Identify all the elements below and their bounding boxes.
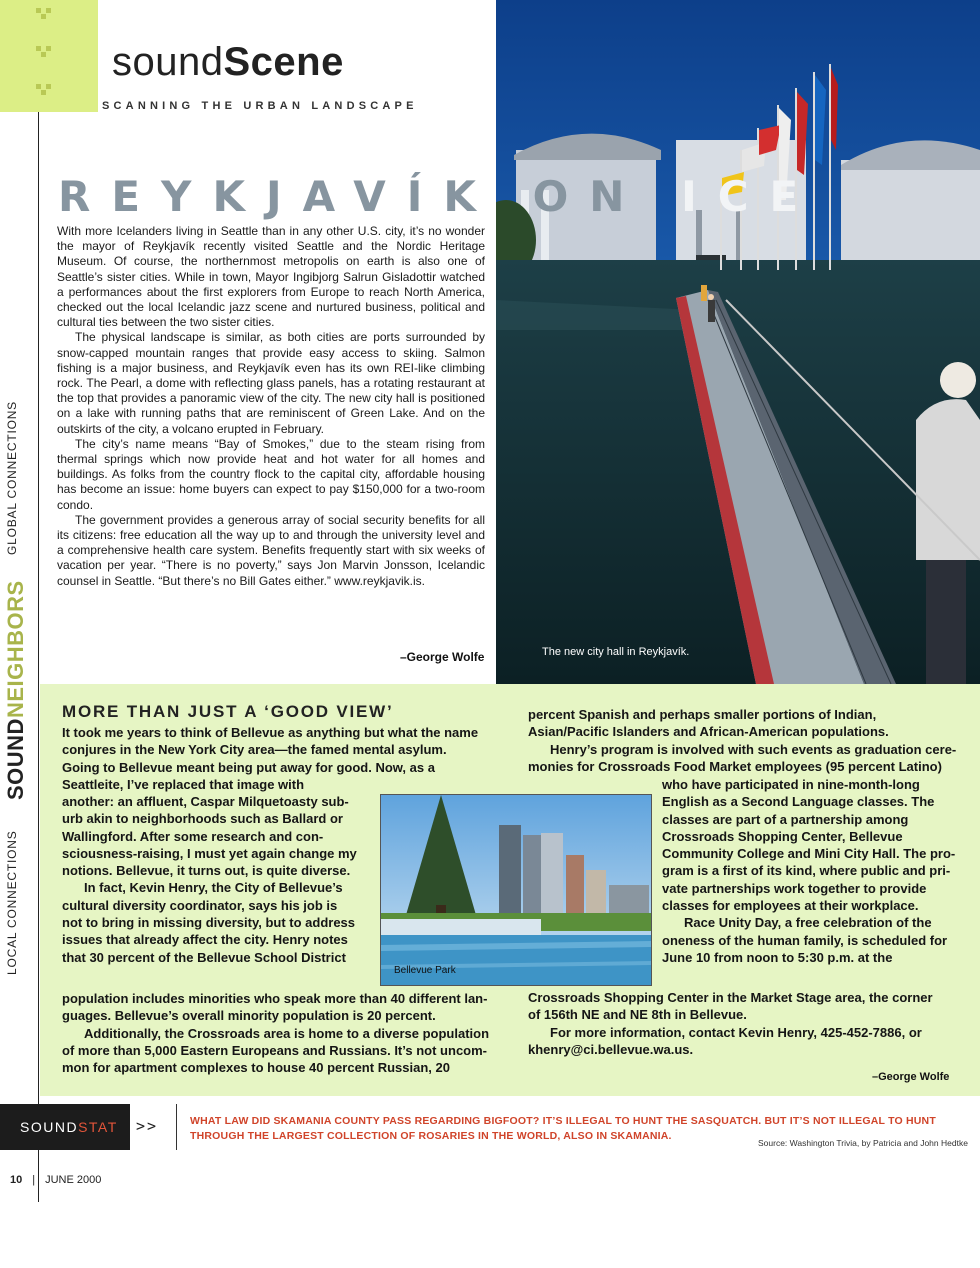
feature-col2-top [528,706,968,775]
article-paragraph: With more Icelanders living in Seattle than in any other U.S. city, it’s no wonder the mayor of Reykjavík recently visited Seattle and the Nordic Heritage Museum. Of course, the northernmost metropolis on earth is also one of Seattle’s sister cities. While in town, Mayor Ingibjorg Salrun Gisladottir watched a performances about the first explorers from Europe to reach North America, checked out the local Icelandic jazz scene and nurtured business, political and cultural ties between the two sister cities. [57,224,485,330]
decor-dot [36,84,41,89]
decor-dot [46,8,51,13]
text-line: conjures in the New York City area—the famed mental asylum. [62,742,447,758]
section-title-bold: Scene [223,40,344,84]
article-byline: –George Wolfe [400,650,485,664]
feature-col1-bottom [62,990,532,1076]
feature-headline: MORE THAN JUST A ‘GOOD VIEW’ [62,702,394,721]
text-line: monies for Crossroads Food Market employees (95 percent Latino) [528,758,942,774]
text-line: not to bring in missing diversity, but to address [62,915,356,931]
text-line: classes for employees at their workplace. [662,898,919,914]
feature-col2-mid [662,776,972,966]
soundstat-label-sound: SOUND [20,1119,79,1135]
text-line: another: an affluent, Caspar Milquetoasty sub- [62,794,349,809]
text-line: Race Unity Day, a free celebration of the [684,915,932,931]
text-line: English as a Second Language classes. The [662,794,935,810]
text-line: classes are part of a partnership among [662,811,909,827]
decor-dot [36,46,41,51]
soundstat-label-stat: STAT [78,1119,118,1135]
bellevue-park-caption: Bellevue Park [394,965,456,976]
feature-col1-top [62,724,532,793]
text-line: Crossroads Shopping Center in the Market Stage area, the corner [528,990,933,1005]
text-line: Wallingford. After some research and con- [62,828,324,844]
text-line: June 10 from noon to 5:30 p.m. at the [662,949,893,965]
text-line: that 30 percent of the Bellevue School District [62,949,346,965]
text-line: It took me years to think of Bellevue as anything but what the name [62,725,479,740]
rail-label-neighbors: NEIGHBORS [3,580,28,719]
decor-dot [46,46,51,51]
decor-dot [41,52,46,57]
text-line: guages. Bellevue’s overall minority population is 20 percent. [62,1008,436,1024]
decor-dot [41,14,46,19]
text-line: cultural diversity coordinator, says his job is [62,897,338,913]
text-line: notions. Bellevue, it turns out, is quite diverse. [62,863,351,879]
rail-label-sound: SOUND [3,718,28,800]
section-tagline: SCANNING THE URBAN LANDSCAPE [102,100,418,112]
text-line: For more information, contact Kevin Henry, 425-452-7886, or [550,1024,922,1040]
soundstat-divider [176,1104,177,1150]
text-line: of more than 5,000 Eastern Europeans and Russians. It’s not uncom- [62,1042,488,1058]
decor-dot [46,84,51,89]
page-folio [10,1174,101,1186]
bellevue-park-photo [380,794,652,986]
feature-col1-mid [62,793,372,966]
article-headline [58,172,819,221]
double-chevron-icon: >> [136,1117,159,1135]
text-line: Community College and Mini City Hall. The pro- [662,846,956,862]
issue-date: JUNE 2000 [45,1174,102,1186]
soundstat-label [0,1104,130,1150]
soundstat-source: Source: Washington Trivia, by Patricia and John Hedtke [758,1138,968,1148]
text-line: issues that already affect the city. Henry notes [62,932,348,948]
rail-label-global: GLOBAL CONNECTIONS [5,401,19,555]
feature-byline: –George Wolfe [872,1071,950,1083]
folio-divider: | [32,1174,36,1186]
text-line: oneness of the human family, is scheduled for [662,932,948,948]
text-line: of 156th NE and NE 8th in Bellevue. [528,1007,747,1023]
rail-label-local: LOCAL CONNECTIONS [5,830,19,975]
article-paragraph: The physical landscape is similar, as both cities are ports surrounded by snow-capped mountain ranges that provide easy access to skiing. Salmon fishing is a major business, and Reykjavík even has its own REI-like climbing rock. The Pearl, a dome with reflecting glass panels, has a rotating restaurant at the top that provides a panoramic view of the city. The new city hall is positioned on a lake with running paths that are reminiscent of Green Lake. And on the outskirts of the city, a volcano erupted in February. [57,330,485,436]
headline-part-1: REYKJAVÍK ON [58,172,646,221]
text-line: mon for apartment complexes to house 40 percent Russian, 20 [62,1060,450,1076]
text-line: sciousness-raising, I must yet again change my [62,845,357,861]
city-hall-photo-caption: The new city hall in Reykjavík. [542,646,690,658]
text-line: gram is a first of its kind, where public and pri- [662,863,951,879]
city-hall-illustration [496,0,980,684]
text-line: Seattleite, I’ve replaced that image with [62,776,305,792]
header-corner-block [0,0,98,112]
text-line: population includes minorities who speak more than 40 different lan- [62,991,488,1006]
rail-label-soundneighbors [3,580,29,800]
section-title [112,40,344,85]
text-line: Crossroads Shopping Center, Bellevue [662,828,903,844]
text-line: Going to Bellevue meant being put away for good. Now, as a [62,759,435,775]
text-line: vate partnerships work together to provide [662,880,927,896]
soundstat-text: WHAT LAW DID SKAMANIA COUNTY PASS REGARDING BIGFOOT? IT’S ILLEGAL TO HUNT THE SASQUATCH. BUT IT’S NOT ILLEGAL TO HUNT THROUGH THE LARGEST COLLECTION OF ROSARIES IN THE WORLD, ALSO IN SKAMANIA. [190,1115,936,1142]
bellevue-park-illustration [381,795,651,985]
text-line: Henry’s program is involved with such events as graduation cere- [550,741,957,757]
text-line: percent Spanish and perhaps smaller portions of Indian, [528,707,877,722]
feature-col2-bottom [528,989,968,1058]
text-line: who have participated in nine-month-long [662,777,920,792]
text-line: Asian/Pacific Islanders and African-American populations. [528,724,889,740]
article-paragraph: The government provides a generous array of social security benefits for all its citizens: free education all the way up to and through the university level and a comprehensive health care system. Benefits frequently start with six weeks of vacation per year. “There is no poverty,” says Jon Marvin Jonsson, Icelandic counsel in Seattle. “But there’s no Bill Gates either.” www.reykjavik.is. [57,512,485,588]
article-paragraph: The city’s name means “Bay of Smokes,” due to the steam rising from thermal springs which now provide heat and hot water for all homes and buildings. As folks from the country flock to the capital city, affordable housing has become an issue: home buyers can expect to pay $150,000 for a two-room condo. [57,436,485,512]
city-hall-photo [496,0,980,684]
text-line: Additionally, the Crossroads area is home to a diverse population [84,1025,490,1041]
rail-divider [38,112,39,1202]
decor-dot [36,8,41,13]
article-body [57,224,485,589]
section-title-light: sound [112,40,224,84]
headline-part-2: ICE [681,172,820,221]
text-line: In fact, Kevin Henry, the City of Bellevue’s [84,880,343,896]
decor-dot [41,90,46,95]
text-line: khenry@ci.bellevue.wa.us. [528,1041,694,1057]
page-number: 10 [10,1174,23,1186]
text-line: urb akin to neighborhoods such as Ballard or [62,811,343,827]
